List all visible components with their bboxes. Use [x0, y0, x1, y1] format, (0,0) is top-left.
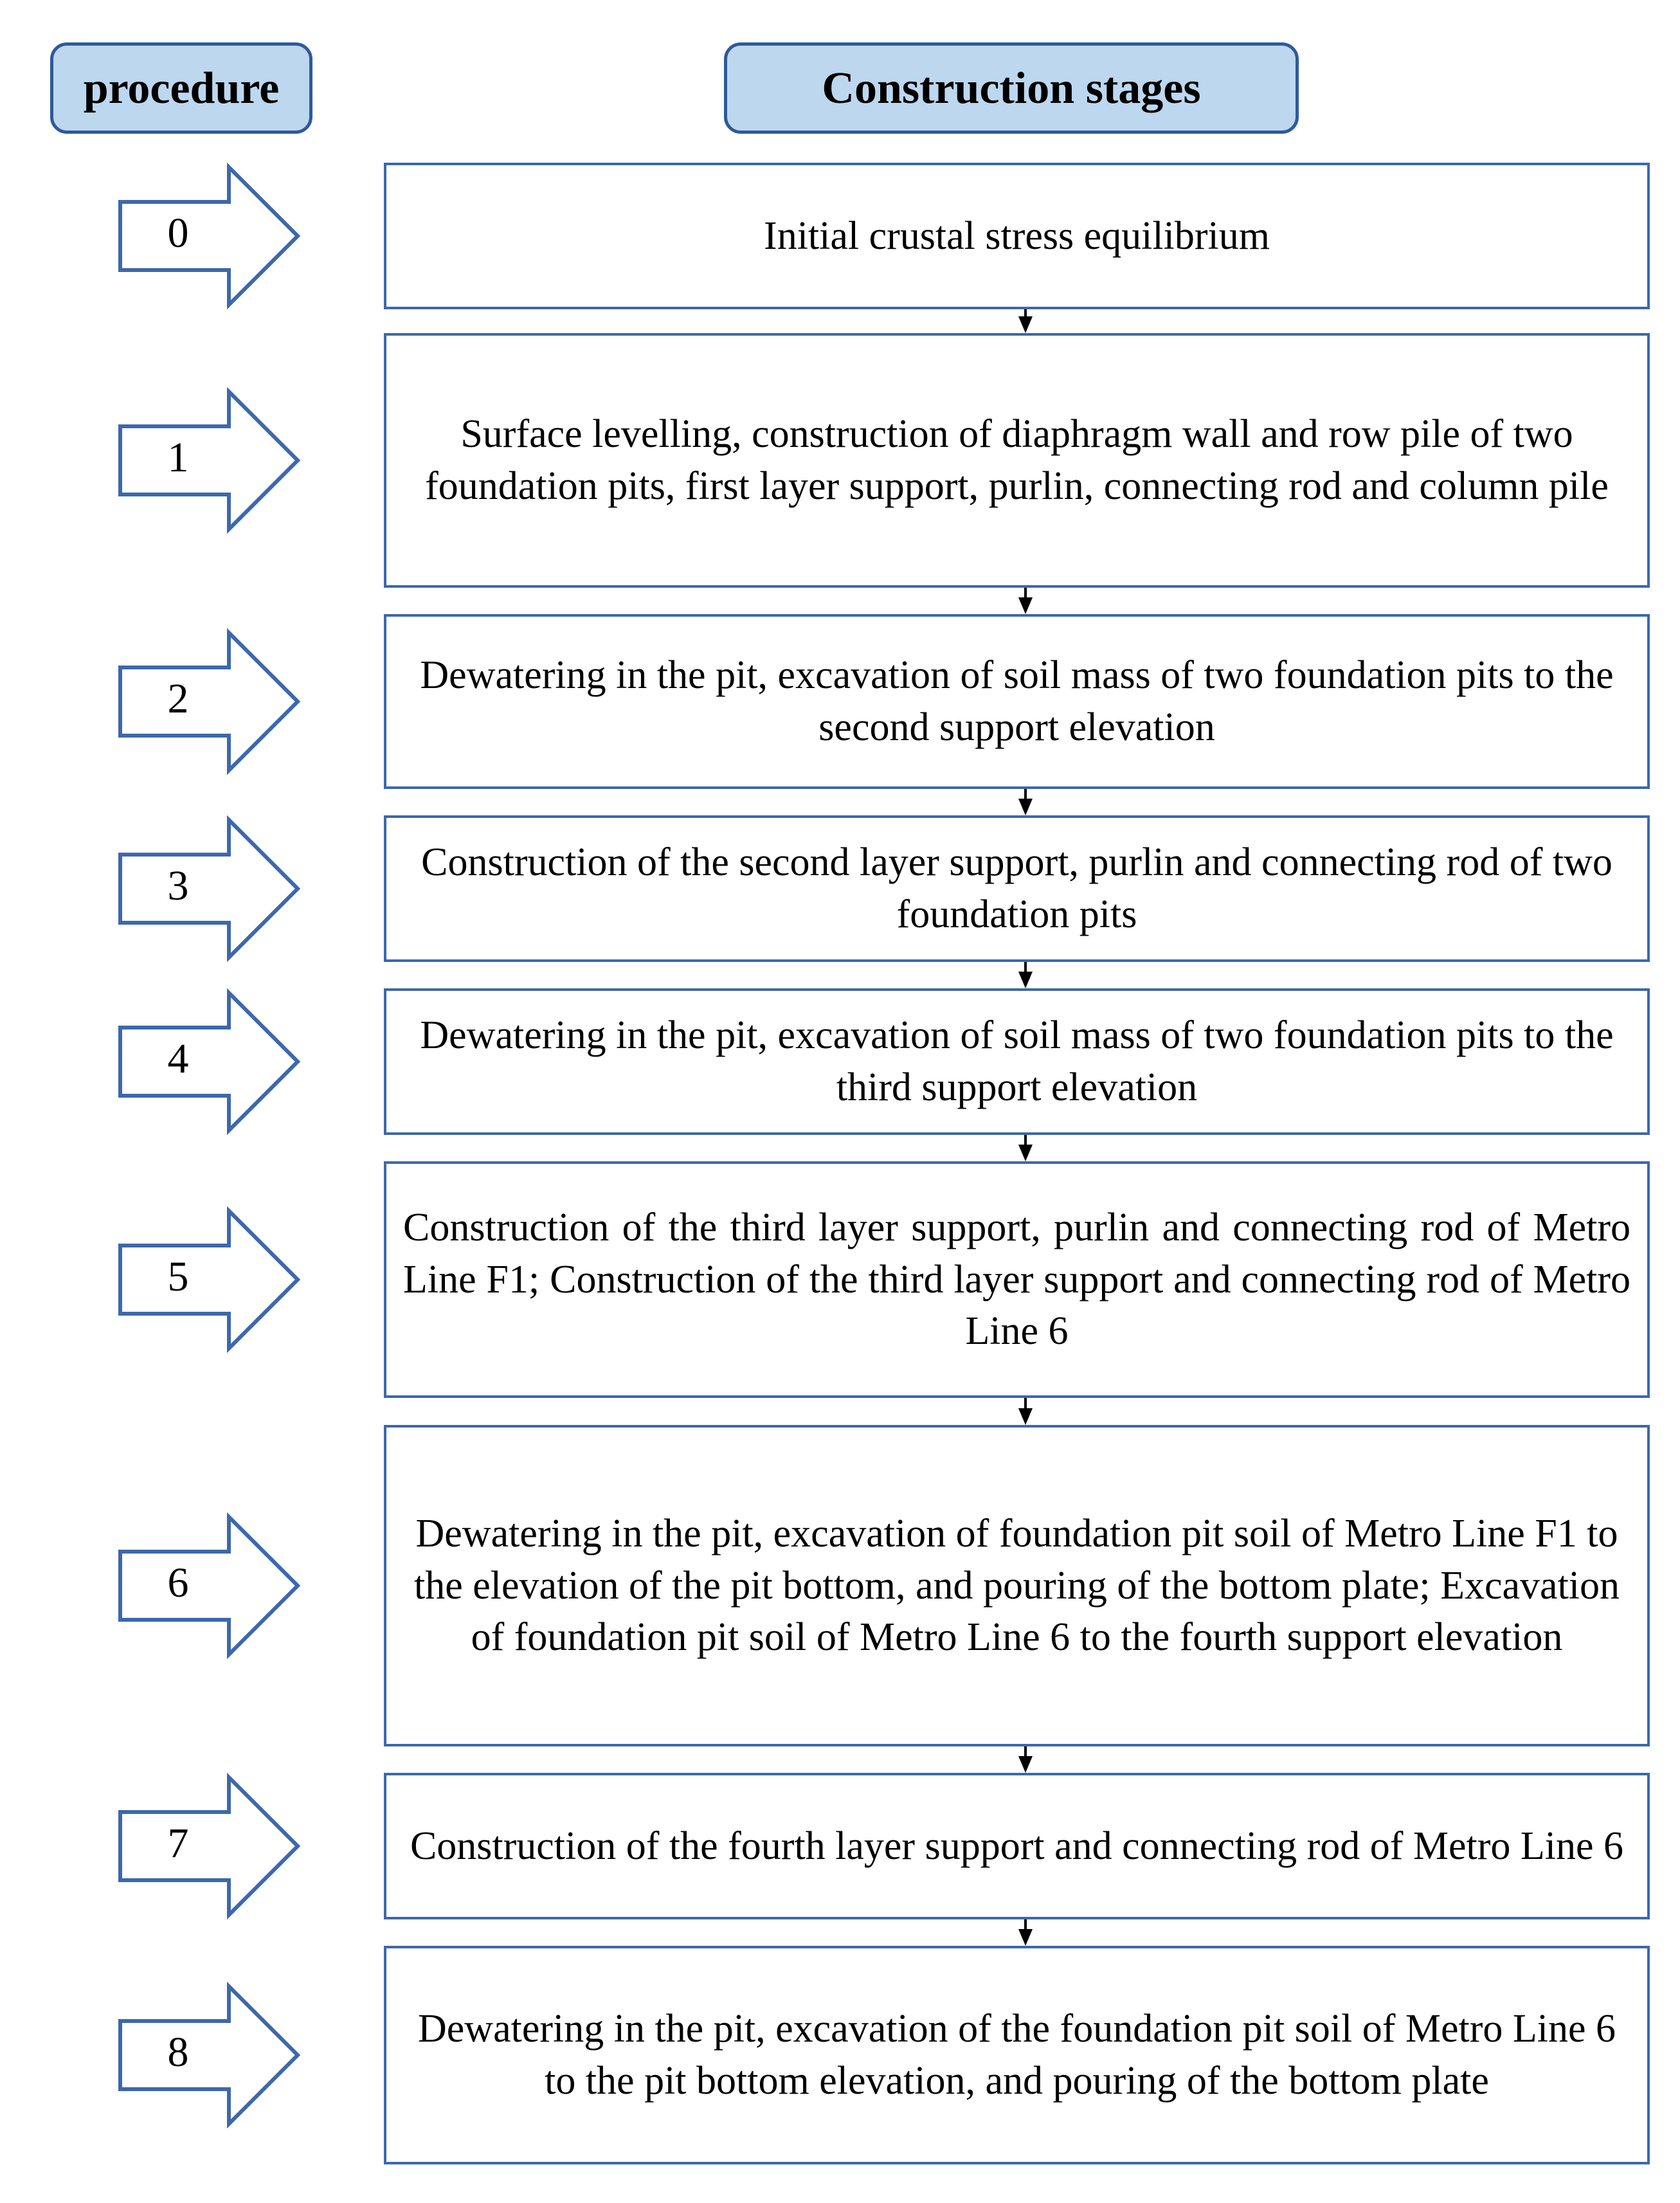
- procedure-step-number: 5: [167, 1253, 189, 1300]
- construction-stage-text: Dewatering in the pit, excavation of foundation pit soil of Metro Line F1 to the elevation of the pit bottom, and pouring of the bottom plate; Excavation of foundation pit soil of Metro Line 6 to the fourth support elevation: [413, 1512, 1620, 1660]
- construction-stage-box: [384, 988, 1650, 1135]
- flow-connector-arrow: [1016, 588, 1035, 614]
- procedure-step-number: 3: [167, 862, 189, 909]
- construction-stage-box: [384, 614, 1650, 789]
- flow-connector-arrow: [1016, 1919, 1035, 1946]
- procedure-step-number: 8: [167, 2029, 189, 2076]
- procedure-step-arrow: [118, 1984, 300, 2126]
- procedure-step-number: 2: [167, 675, 189, 722]
- flow-connector-arrow: [1016, 789, 1035, 815]
- construction-stage-text: Construction of the third layer support, purlin and connecting rod of Metro Line F1; Construction of the third layer support and connecting rod of Metro Line 6: [403, 1206, 1630, 1354]
- procedure-step-arrow: [118, 630, 300, 773]
- construction-stage-text: Construction of the second layer support, purlin and connecting rod of two foundation pits: [421, 840, 1612, 936]
- construction-stage-text: Dewatering in the pit, excavation of the foundation pit soil of Metro Line 6 to the pit bottom elevation, and pouring of the bottom plate: [418, 2007, 1616, 2103]
- down-arrow-icon: [1016, 1919, 1035, 1946]
- procedure-step-number: 4: [167, 1035, 189, 1082]
- construction-stage-box: [384, 333, 1650, 588]
- construction-stage-text: Initial crustal stress equilibrium: [764, 213, 1270, 258]
- down-arrow-icon: [1016, 789, 1035, 815]
- procedure-step-number: 6: [167, 1559, 189, 1606]
- procedure-step-number: 0: [167, 210, 189, 257]
- construction-stage-box: [384, 1773, 1650, 1919]
- construction-stage-text: Dewatering in the pit, excavation of soil mass of two foundation pits to the second support elevation: [420, 653, 1614, 749]
- down-arrow-icon: [1016, 309, 1035, 333]
- procedure-step-arrow: [118, 1208, 300, 1351]
- down-arrow-icon: [1016, 1135, 1035, 1161]
- down-arrow-icon: [1016, 1398, 1035, 1425]
- construction-stage-box: [384, 1946, 1650, 2164]
- construction-stage-text: Surface levelling, construction of diaphragm wall and row pile of two foundation pits, first layer support, purlin, connecting rod and column pile: [425, 412, 1609, 508]
- flow-connector-arrow: [1016, 309, 1035, 333]
- construction-stage-box: [384, 163, 1650, 309]
- procedure-step-arrow: [118, 817, 300, 960]
- flow-connector-arrow: [1016, 1398, 1035, 1425]
- down-arrow-icon: [1016, 1746, 1035, 1773]
- flow-connector-arrow: [1016, 1135, 1035, 1161]
- procedure-step-arrow: [118, 1514, 300, 1657]
- procedure-header-label: procedure: [83, 63, 280, 113]
- construction-stages-header-label: Construction stages: [822, 63, 1201, 113]
- construction-stage-text: Construction of the fourth layer support and connecting rod of Metro Line 6: [410, 1824, 1624, 1868]
- down-arrow-icon: [1016, 962, 1035, 988]
- flow-connector-arrow: [1016, 962, 1035, 988]
- flow-connector-arrow: [1016, 1746, 1035, 1773]
- procedure-step-number: 7: [167, 1820, 189, 1867]
- down-arrow-icon: [1016, 588, 1035, 614]
- construction-stage-box: [384, 1161, 1650, 1398]
- construction-stage-text: Dewatering in the pit, excavation of soil mass of two foundation pits to the third support elevation: [420, 1013, 1614, 1109]
- procedure-step-number: 1: [167, 434, 189, 481]
- procedure-step-arrow: [118, 990, 300, 1133]
- construction-stage-box: [384, 815, 1650, 962]
- procedure-step-arrow: [118, 165, 300, 307]
- procedure-step-arrow: [118, 389, 300, 532]
- procedure-step-arrow: [118, 1775, 300, 1917]
- construction-stage-box: [384, 1425, 1650, 1746]
